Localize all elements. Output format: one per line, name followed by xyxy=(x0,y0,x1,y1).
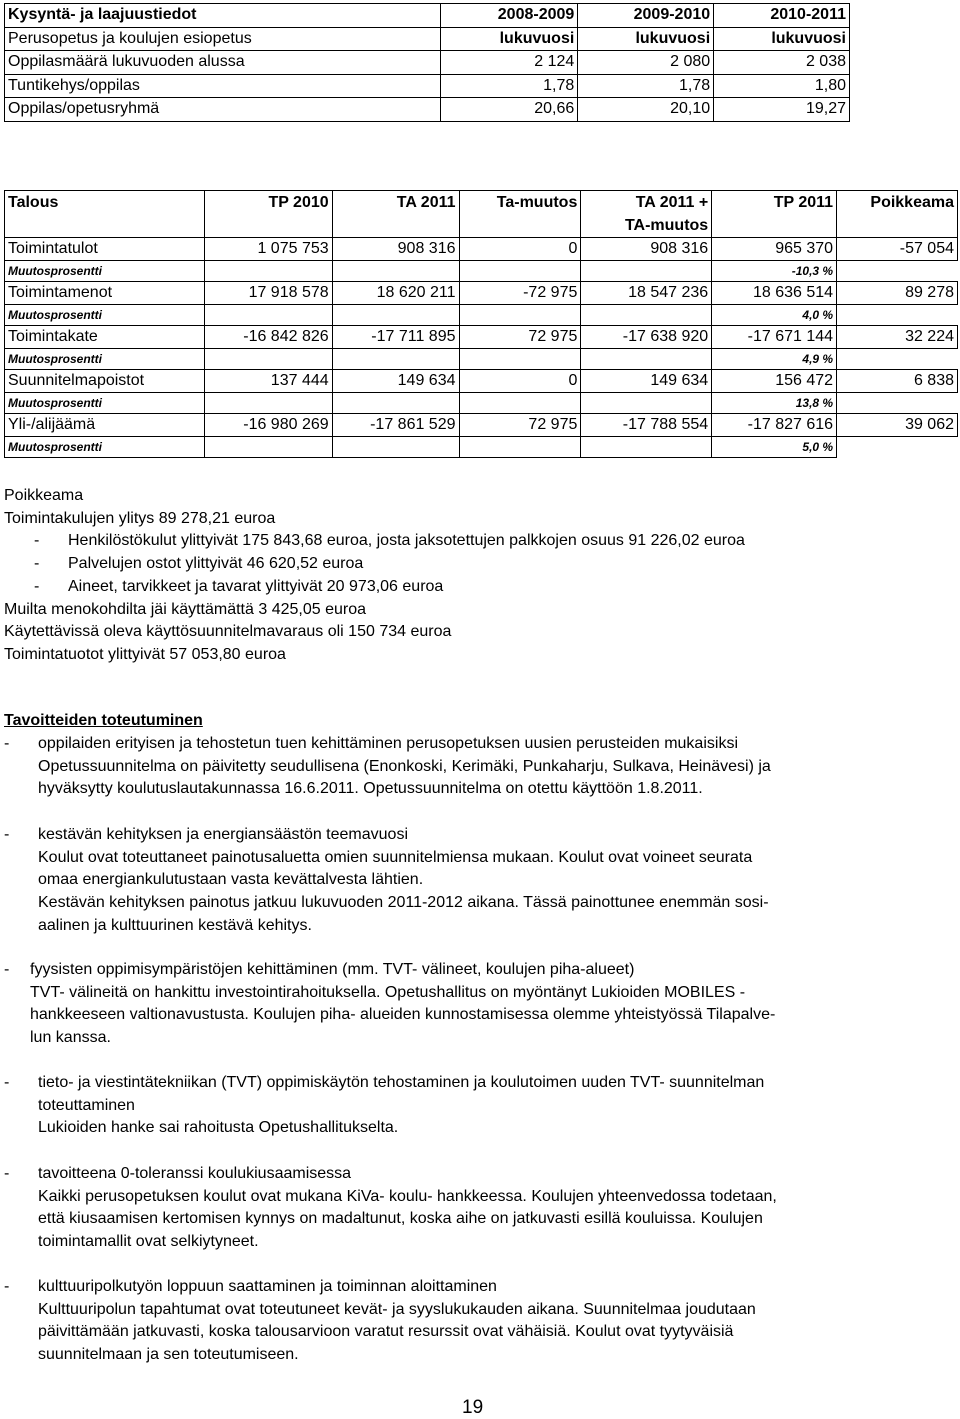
list-item: - Aineet, tarvikkeet ja tavarat ylittyivät 20 973,06 euroa xyxy=(34,577,444,595)
goal-item: - tavoitteena 0-toleranssi koulukiusaamisessa Kaikki perusopetuksen koulut ovat mukana KiVa- koulu- hankkeessa. Koulujen yhteenvedossa todetaan, että kiusaamisen kertomisen kynnys on madaltunut, koska aihe on jatkuvasti esillä kouluissa. Koulujen toimintamallit ovat selkiytyneet. xyxy=(4,1163,777,1254)
table-cell: -16 842 826 xyxy=(204,326,332,349)
goal-line: Kaikki perusopetuksen koulut ovat mukana KiVa- koulu- hankkeessa. Koulujen yhteenvedossa todetaan, xyxy=(38,1187,777,1205)
table-cell: 39 062 xyxy=(837,414,958,437)
table-cell: -17 788 554 xyxy=(581,414,712,437)
paragraph-line: Toimintatuotot ylittyivät 57 053,80 euroa xyxy=(4,645,286,663)
table-cell: 1,78 xyxy=(441,74,578,98)
goal-line: Lukioiden hanke sai rahoitusta Opetushallitukselta. xyxy=(38,1119,399,1137)
row-label: Muutosprosentti xyxy=(5,393,205,414)
table-cell: lukuvuosi xyxy=(441,27,578,51)
table-header-cell: TP 2010 xyxy=(204,191,332,215)
table-cell: 72 975 xyxy=(459,326,581,349)
paragraph-line: Toimintakulujen ylitys 89 278,21 euroa xyxy=(4,509,276,527)
table-header-cell: Kysyntä- ja laajuustiedot xyxy=(5,4,441,28)
table-cell: 32 224 xyxy=(837,326,958,349)
goal-line: Opetussuunnitelma on päivitetty seudullisena (Enonkoski, Kerimäki, Punkaharju, Sulkava, Heinävesi) ja xyxy=(38,757,771,775)
table-cell: 965 370 xyxy=(712,238,837,261)
poikkeama-section xyxy=(4,485,745,667)
row-label: Oppilasmäärä lukuvuoden alussa xyxy=(5,51,441,75)
table-row xyxy=(5,51,850,75)
goal-line: Koulut ovat toteuttaneet painotusaluetta omien suunnitelmiensa mukaan. Koulut ovat voineet seurata xyxy=(38,848,753,866)
goal-head: tieto- ja viestintätekniikan (TVT) oppimiskäytön tehostaminen ja koulutoimen uuden TVT- suunnitelman xyxy=(38,1074,765,1091)
table-row xyxy=(5,74,850,98)
percent-row xyxy=(5,349,958,370)
list-item: - Henkilöstökulut ylittyivät 175 843,68 euroa, josta jaksotettujen palkkojen osuus 91 226,02 euroa xyxy=(34,532,745,550)
goal-line: aalinen ja kulttuurinen kestävä kehitys. xyxy=(38,916,312,934)
goal-line: Kestävän kehityksen painotus jatkuu lukuvuoden 2011-2012 aikana. Tässä painottunee enemmän sosi- xyxy=(38,894,769,912)
row-label: Muutosprosentti xyxy=(5,349,205,370)
goal-line: suunnitelmaan ja sen toteutumiseen. xyxy=(38,1346,299,1364)
table-row xyxy=(5,238,958,261)
goal-item: - tieto- ja viestintätekniikan (TVT) oppimiskäytön tehostaminen ja koulutoimen uuden TVT- suunnitelman toteuttaminen Lukioiden hanke sai rahoitusta Opetushallitukselta. xyxy=(4,1072,764,1140)
table-row xyxy=(5,414,958,437)
table-row xyxy=(5,282,958,305)
goal-head: kestävän kehityksen ja energiansäästön teemavuosi xyxy=(38,826,408,843)
table-cell: 149 634 xyxy=(332,370,459,393)
table-cell: 18 620 211 xyxy=(332,282,459,305)
row-label: Muutosprosentti xyxy=(5,437,205,458)
table-cell: -72 975 xyxy=(459,282,581,305)
percent-row xyxy=(5,261,958,282)
goal-item: - kestävän kehityksen ja energiansäästön teemavuosi Koulut ovat toteuttaneet painotusaluetta omien suunnitelmiensa mukaan. Koulut ovat voineet seurata omaa energiankulutustaan vasta kevättalvesta lähtien. Kestävän kehityksen painotus jatkuu lukuvuoden 2011-2012 aikana. Tässä painottunee enemmän sosi- aalinen ja kulttuurinen kestävä kehitys. xyxy=(4,824,769,938)
goal-item: - kulttuuripolkutyön loppuun saattaminen ja toiminnan aloittaminen Kulttuuripolun tapahtumat ovat toteutuneet kevät- ja syyslukukauden aikana. Suunnitelmaa joudutaan päivittämään jatkuvasti, koska talousarvioon varatut resurssit ovat vähäisiä. Koulut ovat tyytyväisiä suunnitelmaan ja sen toteutumiseen. xyxy=(4,1276,756,1367)
goal-line: hyväksytty koulutuslautakunnassa 16.6.2011. Opetussuunnitelma on otettu käyttöön 1.8.2011. xyxy=(38,780,703,798)
table-cell: 149 634 xyxy=(581,370,712,393)
table-header-cell: Ta-muutos xyxy=(459,191,581,215)
table-header-cell: TA 2011 + xyxy=(581,191,712,215)
table-cell: 20,66 xyxy=(441,98,578,122)
goal-line: päivittämään jatkuvasti, koska talousarvioon varatut resurssit ovat vähäisiä. Koulut ovat tyytyväisiä xyxy=(38,1323,734,1341)
goal-head: fyysisten oppimisympäristöjen kehittäminen (mm. TVT- välineet, koulujen piha-alueet) xyxy=(30,961,635,978)
table-cell: lukuvuosi xyxy=(714,27,850,51)
table-header-cell: TA 2011 xyxy=(332,191,459,215)
table-cell: 89 278 xyxy=(837,282,958,305)
goal-head: tavoitteena 0-toleranssi koulukiusaamisessa xyxy=(38,1165,352,1182)
percent-cell: 4,9 % xyxy=(712,349,837,370)
goal-line: Kulttuuripolun tapahtumat ovat toteutuneet kevät- ja syyslukukauden aikana. Suunnitelmaa joudutaan xyxy=(38,1300,756,1318)
table-cell: 2 080 xyxy=(578,51,714,75)
row-label: Toimintatulot xyxy=(5,238,205,261)
section-heading: Tavoitteiden toteutuminen xyxy=(4,712,203,729)
goal-line: lun kanssa. xyxy=(30,1029,111,1047)
goal-line: että kiusaamisen kertomisen kynnys on madaltunut, koska aihe on jatkuvasti esillä kouluissa. Koulujen xyxy=(38,1210,763,1228)
paragraph-line: Muilta menokohdilta jäi käyttämättä 3 425,05 euroa xyxy=(4,600,366,618)
table-header-row xyxy=(5,214,958,238)
table-cell: 6 838 xyxy=(837,370,958,393)
finance-table xyxy=(4,190,958,458)
goal-item: - fyysisten oppimisympäristöjen kehittäminen (mm. TVT- välineet, koulujen piha-alueet) TVT- välineitä on hankittu investointirahoituksella. Opetushallitus on myöntänyt Lukioiden MOBILES - hankkeeseen valtionavustusta. Koulujen piha- alueiden kunnostamisessa olemme yhteistyössä Tilapalve- lun kanssa. xyxy=(4,959,775,1050)
percent-cell: -10,3 % xyxy=(712,261,837,282)
table-cell: 908 316 xyxy=(332,238,459,261)
goal-head: kulttuuripolkutyön loppuun saattaminen ja toiminnan aloittaminen xyxy=(38,1278,497,1295)
section-heading: Poikkeama xyxy=(4,487,84,504)
table-row xyxy=(5,98,850,122)
table-cell: 0 xyxy=(459,370,581,393)
table-cell: 20,10 xyxy=(578,98,714,122)
goal-head: oppilaiden erityisen ja tehostetun tuen kehittäminen perusopetuksen uusien perusteiden mukaisiksi xyxy=(38,735,738,752)
table-cell: -17 827 616 xyxy=(712,414,837,437)
table-cell: -17 861 529 xyxy=(332,414,459,437)
table-row xyxy=(5,27,850,51)
percent-cell: 13,8 % xyxy=(712,393,837,414)
table-header-cell: TP 2011 xyxy=(712,191,837,215)
table-header-cell: 2010-2011 xyxy=(714,4,850,28)
row-label: Toimintamenot xyxy=(5,282,205,305)
table-cell: 18 547 236 xyxy=(581,282,712,305)
goal-line: omaa energiankulutustaan vasta kevättalvesta lähtien. xyxy=(38,871,424,889)
row-label: Perusopetus ja koulujen esiopetus xyxy=(5,27,441,51)
table-cell: 19,27 xyxy=(714,98,850,122)
goals-section xyxy=(4,710,203,733)
table-row xyxy=(5,370,958,393)
goal-line: TVT- välineitä on hankittu investointirahoituksella. Opetushallitus on myöntänyt Lukioiden MOBILES - xyxy=(30,983,746,1001)
percent-row xyxy=(5,437,958,458)
table-header-cell: 2008-2009 xyxy=(441,4,578,28)
table-cell: 1 075 753 xyxy=(204,238,332,261)
demand-table xyxy=(4,3,850,122)
row-label: Muutosprosentti xyxy=(5,261,205,282)
table-cell: -17 638 920 xyxy=(581,326,712,349)
paragraph-line: Käytettävissä oleva käyttösuunnitelmavaraus oli 150 734 euroa xyxy=(4,623,452,641)
table-header-row xyxy=(5,4,850,28)
percent-row xyxy=(5,305,958,326)
percent-cell: 5,0 % xyxy=(712,437,837,458)
table-cell: 908 316 xyxy=(581,238,712,261)
row-label: Toimintakate xyxy=(5,326,205,349)
row-label: Oppilas/opetusryhmä xyxy=(5,98,441,122)
goal-line: toteuttaminen xyxy=(38,1096,135,1114)
table-cell: -16 980 269 xyxy=(204,414,332,437)
table-header-cell: 2009-2010 xyxy=(578,4,714,28)
goal-line: hankkeeseen valtionavustusta. Koulujen piha- alueiden kunnostamisessa olemme yhteistyössä Tilapalve- xyxy=(30,1006,776,1024)
table-cell: 2 124 xyxy=(441,51,578,75)
row-label: Suunnitelmapoistot xyxy=(5,370,205,393)
table-cell: 137 444 xyxy=(204,370,332,393)
table-cell: -57 054 xyxy=(837,238,958,261)
table-cell: 18 636 514 xyxy=(712,282,837,305)
table-cell: 0 xyxy=(459,238,581,261)
page-number: 19 xyxy=(462,1397,484,1418)
table-header-row xyxy=(5,191,958,215)
goal-line: toimintamallit ovat selkiytyneet. xyxy=(38,1233,259,1251)
percent-cell: 4,0 % xyxy=(712,305,837,326)
row-label: Tuntikehys/oppilas xyxy=(5,74,441,98)
goal-item: - oppilaiden erityisen ja tehostetun tuen kehittäminen perusopetuksen uusien perusteiden mukaisiksi Opetussuunnitelma on päivitetty seudullisena (Enonkoski, Kerimäki, Punkaharju, Sulkava, Heinävesi) ja hyväksytty koulutuslautakunnassa 16.6.2011. Opetussuunnitelma on otettu käyttöön 1.8.2011. xyxy=(4,733,771,801)
row-label: Muutosprosentti xyxy=(5,305,205,326)
row-label: Yli-/alijäämä xyxy=(5,414,205,437)
table-row xyxy=(5,326,958,349)
table-cell: 17 918 578 xyxy=(204,282,332,305)
table-cell: -17 671 144 xyxy=(712,326,837,349)
table-cell: -17 711 895 xyxy=(332,326,459,349)
table-cell: 156 472 xyxy=(712,370,837,393)
list-item: - Palvelujen ostot ylittyivät 46 620,52 euroa xyxy=(34,555,364,573)
table-header-cell: Talous xyxy=(5,191,205,215)
table-cell: 2 038 xyxy=(714,51,850,75)
table-header-cell: Poikkeama xyxy=(837,191,958,215)
table-cell: lukuvuosi xyxy=(578,27,714,51)
table-cell: 72 975 xyxy=(459,414,581,437)
table-cell: 1,78 xyxy=(578,74,714,98)
table-cell: 1,80 xyxy=(714,74,850,98)
percent-row xyxy=(5,393,958,414)
table-header-cell: TA-muutos xyxy=(581,214,712,238)
